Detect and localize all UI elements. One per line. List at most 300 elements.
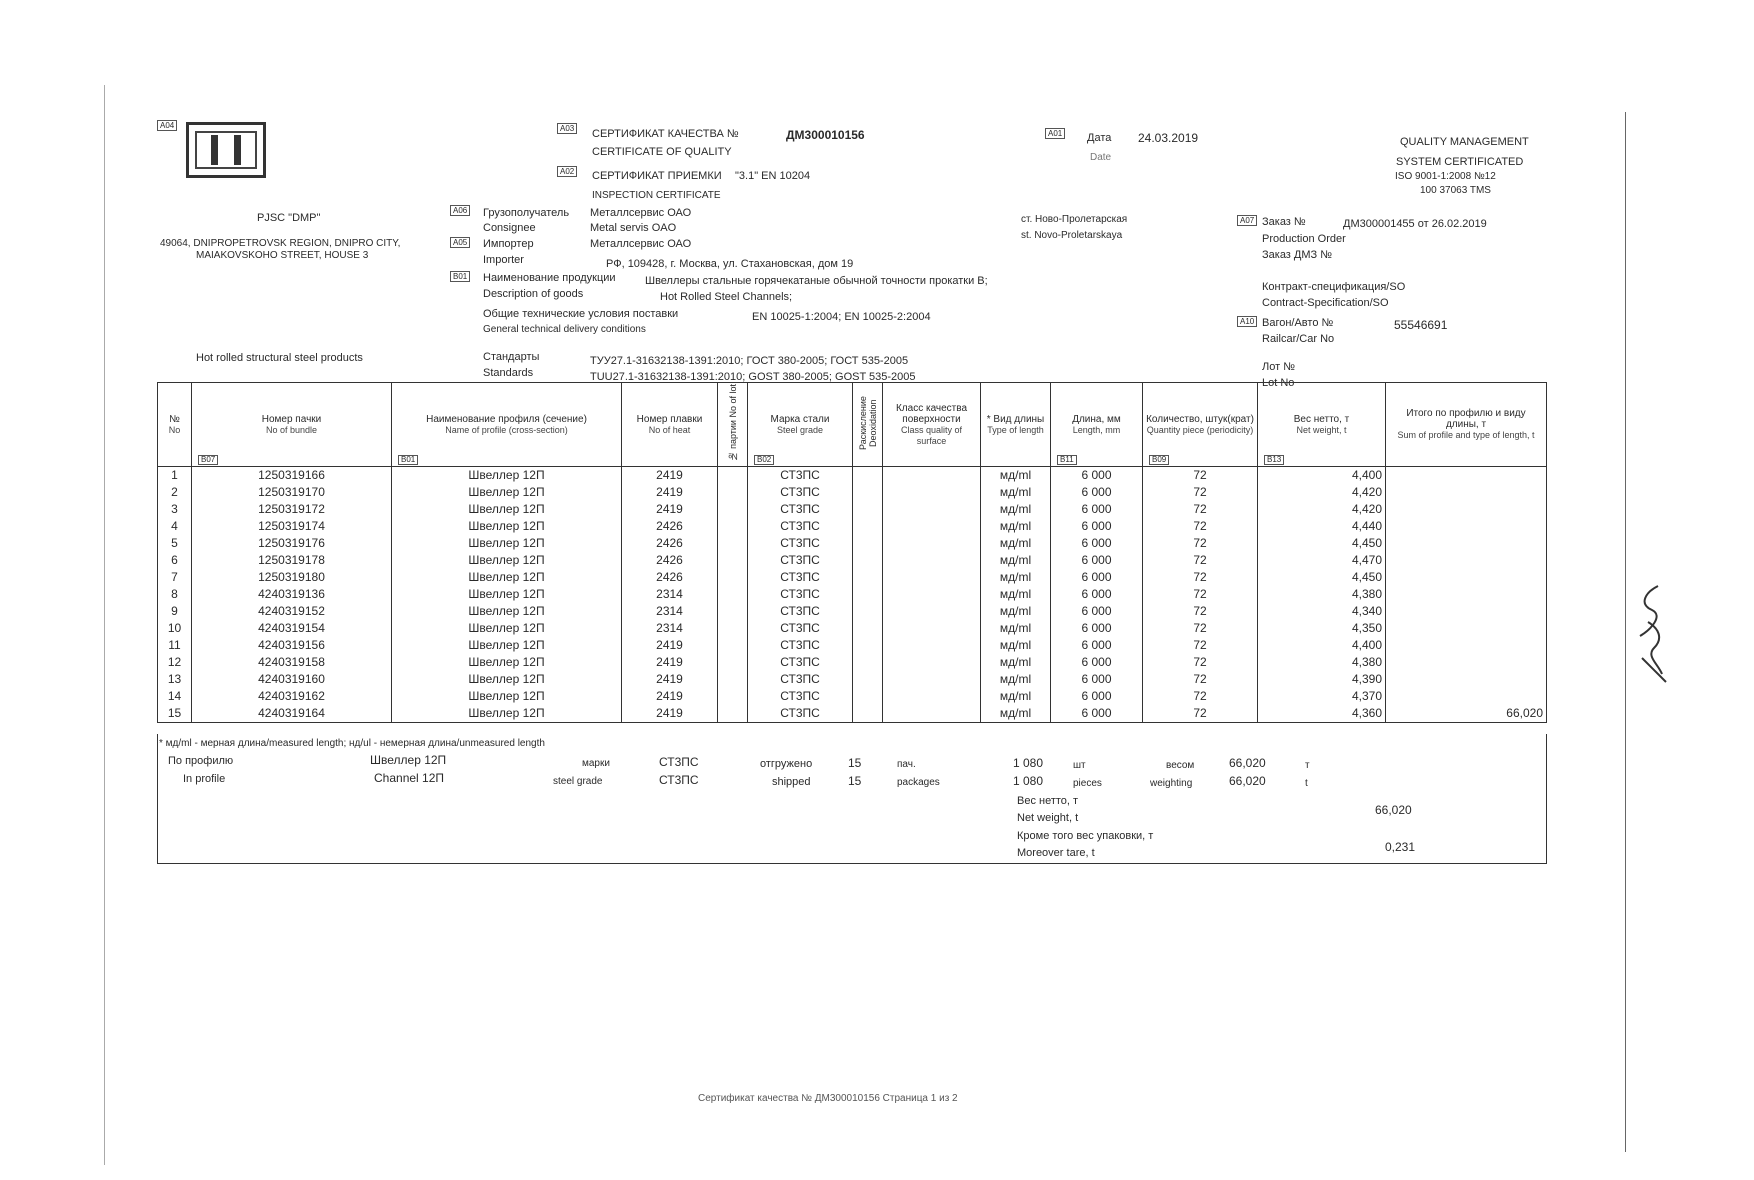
cell-length: 6 000 xyxy=(1051,535,1143,552)
cell-empty xyxy=(718,688,748,705)
cell-profile: Швеллер 12П xyxy=(392,569,622,586)
cell-grade: СТ3ПС xyxy=(748,671,853,688)
cell-empty xyxy=(853,654,883,671)
summary-weight-value-1: 66,020 xyxy=(1229,756,1266,770)
cell-ltype: мд/ml xyxy=(981,586,1051,603)
conditions-label-en: General technical delivery conditions xyxy=(483,324,646,335)
cell-ltype: мд/ml xyxy=(981,671,1051,688)
handwritten-signature xyxy=(1628,578,1678,688)
cell-ltype: мд/ml xyxy=(981,484,1051,501)
importer-value: Металлсервис ОАО xyxy=(590,238,692,250)
col-length-type: * Вид длины Type of length xyxy=(981,383,1051,467)
cell-length: 6 000 xyxy=(1051,467,1143,485)
cell-bundle: 4240319162 xyxy=(192,688,392,705)
cell-heat: 2314 xyxy=(622,586,718,603)
cell-empty xyxy=(1386,552,1547,569)
consignee-value-en: Metal servis OAO xyxy=(590,222,677,234)
goods-table xyxy=(157,382,1547,723)
cert-label-ru: СЕРТИФИКАТ КАЧЕСТВА № xyxy=(592,128,739,140)
cell-no: 8 xyxy=(158,586,192,603)
cell-no: 13 xyxy=(158,671,192,688)
cell-bundle: 4240319152 xyxy=(192,603,392,620)
cell-grade: СТ3ПС xyxy=(748,501,853,518)
cell-empty xyxy=(853,586,883,603)
acceptance-label-en: INSPECTION CERTIFICATE xyxy=(592,190,721,201)
standards-value-ru: ТУУ27.1-31632138-1391:2010; ГОСТ 380-2005; ГОСТ 535-2005 xyxy=(590,355,909,367)
cell-weight: 4,420 xyxy=(1258,501,1386,518)
cell-empty xyxy=(718,620,748,637)
cell-empty xyxy=(853,484,883,501)
cell-profile: Швеллер 12П xyxy=(392,552,622,569)
cell-empty xyxy=(718,654,748,671)
cell-ltype: мд/ml xyxy=(981,705,1051,723)
col-length: Длина, мм Length, mm B11 xyxy=(1051,383,1143,467)
table-row xyxy=(158,654,1547,671)
code-a06: A06 xyxy=(450,205,470,216)
cell-ltype: мд/ml xyxy=(981,603,1051,620)
contract-label-en: Contract-Specification/SO xyxy=(1262,297,1389,309)
cell-length: 6 000 xyxy=(1051,620,1143,637)
cell-ltype: мд/ml xyxy=(981,654,1051,671)
cell-bundle: 1250319174 xyxy=(192,518,392,535)
cell-empty xyxy=(853,535,883,552)
consignee-value-ru: Металлсервис ОАО xyxy=(590,207,692,219)
cell-empty xyxy=(1386,688,1547,705)
cell-heat: 2419 xyxy=(622,467,718,485)
cell-weight: 4,400 xyxy=(1258,637,1386,654)
cell-heat: 2314 xyxy=(622,603,718,620)
cell-empty xyxy=(718,501,748,518)
cell-empty xyxy=(883,671,981,688)
summary-pieces-ru: шт xyxy=(1073,760,1086,771)
cell-empty xyxy=(853,688,883,705)
wagon-value: 55546691 xyxy=(1394,318,1448,332)
cell-qty: 72 xyxy=(1143,705,1258,723)
cell-weight: 4,440 xyxy=(1258,518,1386,535)
cell-qty: 72 xyxy=(1143,535,1258,552)
cell-no: 15 xyxy=(158,705,192,723)
col-weight: Вес нетто, т Net weight, t B13 xyxy=(1258,383,1386,467)
cell-length: 6 000 xyxy=(1051,518,1143,535)
cell-empty xyxy=(718,569,748,586)
summary-grade-en: steel grade xyxy=(553,776,603,787)
code-b01: B01 xyxy=(450,271,470,282)
cell-empty xyxy=(718,535,748,552)
cell-heat: 2314 xyxy=(622,620,718,637)
cell-grade: СТ3ПС xyxy=(748,688,853,705)
cell-grade: СТ3ПС xyxy=(748,586,853,603)
cell-ltype: мд/ml xyxy=(981,552,1051,569)
code-a05: A05 xyxy=(450,237,470,248)
cell-no: 7 xyxy=(158,569,192,586)
qm-line-4: 100 37063 TMS xyxy=(1420,185,1491,196)
company-address-1: 49064, DNIPROPETROVSK REGION, DNIPRO CITY, xyxy=(160,238,401,249)
col-quantity: Количество, штук(крат) Quantity piece (periodicity) B09 xyxy=(1143,383,1258,467)
cell-heat: 2419 xyxy=(622,688,718,705)
cell-empty xyxy=(853,671,883,688)
cell-no: 4 xyxy=(158,518,192,535)
cell-ltype: мд/ml xyxy=(981,518,1051,535)
cell-length: 6 000 xyxy=(1051,552,1143,569)
cell-heat: 2419 xyxy=(622,705,718,723)
cell-grade: СТ3ПС xyxy=(748,535,853,552)
summary-unit-ru: т xyxy=(1305,760,1310,771)
cell-empty xyxy=(883,586,981,603)
cell-weight: 4,340 xyxy=(1258,603,1386,620)
cell-empty xyxy=(1386,535,1547,552)
order-label-en: Production Order xyxy=(1262,233,1346,245)
cell-length: 6 000 xyxy=(1051,688,1143,705)
tare-label-en: Moreover tare, t xyxy=(1017,847,1095,859)
cell-ltype: мд/ml xyxy=(981,569,1051,586)
order-label-ru: Заказ № xyxy=(1262,216,1306,228)
summary-profile-value-en: Channel 12П xyxy=(374,771,445,785)
summary-weight-en: weighting xyxy=(1150,778,1193,789)
cell-empty xyxy=(718,467,748,485)
summary-profile-ru: По профилю xyxy=(168,755,234,767)
cell-empty xyxy=(1386,484,1547,501)
cell-heat: 2426 xyxy=(622,569,718,586)
cell-profile: Швеллер 12П xyxy=(392,620,622,637)
cell-empty xyxy=(883,467,981,485)
table-row xyxy=(158,552,1547,569)
cell-grade: СТ3ПС xyxy=(748,569,853,586)
cert-number: ДМ300010156 xyxy=(786,128,865,142)
cell-no: 2 xyxy=(158,484,192,501)
cell-weight: 4,420 xyxy=(1258,484,1386,501)
order-label-dm: Заказ ДМЗ № xyxy=(1262,249,1333,261)
importer-label-ru: Импортер xyxy=(483,238,534,250)
cell-weight: 4,380 xyxy=(1258,654,1386,671)
summary-grade-ru: марки xyxy=(582,758,610,769)
table-header-row xyxy=(158,383,1547,467)
cell-heat: 2419 xyxy=(622,654,718,671)
cell-empty xyxy=(1386,586,1547,603)
cell-qty: 72 xyxy=(1143,501,1258,518)
table-row xyxy=(158,688,1547,705)
col-profile: Наименование профиля (сечение) Name of profile (cross-section) B01 xyxy=(392,383,622,467)
cell-bundle: 1250319170 xyxy=(192,484,392,501)
table-row xyxy=(158,705,1547,723)
qm-line-2: SYSTEM CERTIFICATED xyxy=(1396,156,1524,168)
consignee-label-en: Consignee xyxy=(483,222,536,234)
cell-no: 14 xyxy=(158,688,192,705)
cell-grade: СТ3ПС xyxy=(748,467,853,485)
cell-length: 6 000 xyxy=(1051,603,1143,620)
consignee-label-ru: Грузополучатель xyxy=(483,207,570,219)
cell-heat: 2419 xyxy=(622,484,718,501)
cell-qty: 72 xyxy=(1143,569,1258,586)
cell-bundle: 4240319136 xyxy=(192,586,392,603)
cell-qty: 72 xyxy=(1143,484,1258,501)
table-row xyxy=(158,569,1547,586)
acceptance-value: "3.1" EN 10204 xyxy=(735,170,811,182)
table-row xyxy=(158,518,1547,535)
wagon-label-ru: Вагон/Авто № xyxy=(1262,317,1334,329)
code-a02: A02 xyxy=(557,166,577,177)
cell-heat: 2419 xyxy=(622,637,718,654)
cell-empty xyxy=(1386,467,1547,485)
cell-empty xyxy=(853,637,883,654)
summary-packages-ru: пач. xyxy=(897,759,916,770)
cell-bundle: 4240319154 xyxy=(192,620,392,637)
cell-empty xyxy=(1386,569,1547,586)
cell-empty xyxy=(883,688,981,705)
cell-bundle: 4240319156 xyxy=(192,637,392,654)
net-weight-label-en: Net weight, t xyxy=(1017,812,1079,824)
product-type: Hot rolled structural steel products xyxy=(196,352,363,364)
cell-grade: СТ3ПС xyxy=(748,705,853,723)
desc-label-en: Description of goods xyxy=(483,288,584,300)
net-weight-value: 66,020 xyxy=(1375,803,1412,817)
cell-empty xyxy=(883,569,981,586)
cell-empty xyxy=(883,518,981,535)
standards-label-ru: Стандарты xyxy=(483,351,540,363)
cell-empty xyxy=(718,671,748,688)
cell-empty xyxy=(853,603,883,620)
cell-length: 6 000 xyxy=(1051,654,1143,671)
table-row xyxy=(158,620,1547,637)
date-value: 24.03.2019 xyxy=(1138,131,1199,145)
company-address-2: MAIAKOVSKOHO STREET, HOUSE 3 xyxy=(196,250,369,261)
cell-empty xyxy=(1386,603,1547,620)
cell-weight: 4,390 xyxy=(1258,671,1386,688)
summary-grade-value-2: СТ3ПС xyxy=(659,773,699,787)
qm-line-1: QUALITY MANAGEMENT xyxy=(1400,136,1529,148)
cell-no: 10 xyxy=(158,620,192,637)
cell-weight: 4,370 xyxy=(1258,688,1386,705)
cell-empty xyxy=(853,569,883,586)
summary-pieces-en: pieces xyxy=(1073,778,1102,789)
cell-grade: СТ3ПС xyxy=(748,603,853,620)
cell-empty xyxy=(883,705,981,723)
cell-no: 3 xyxy=(158,501,192,518)
cell-no: 1 xyxy=(158,467,192,485)
cell-qty: 72 xyxy=(1143,620,1258,637)
cell-empty xyxy=(718,552,748,569)
cell-profile: Швеллер 12П xyxy=(392,603,622,620)
left-margin-line xyxy=(104,85,105,1165)
cell-no: 9 xyxy=(158,603,192,620)
cert-label-en: CERTIFICATE OF QUALITY xyxy=(592,146,732,158)
cell-profile: Швеллер 12П xyxy=(392,484,622,501)
station-ru: ст. Ново-Пролетарская xyxy=(1021,214,1128,225)
cell-no: 12 xyxy=(158,654,192,671)
cell-grade: СТ3ПС xyxy=(748,637,853,654)
table-row xyxy=(158,501,1547,518)
contract-label-ru: Контракт-спецификация/SO xyxy=(1262,281,1406,293)
cell-profile: Швеллер 12П xyxy=(392,671,622,688)
cell-ltype: мд/ml xyxy=(981,688,1051,705)
cell-length: 6 000 xyxy=(1051,569,1143,586)
cell-profile: Швеллер 12П xyxy=(392,586,622,603)
cell-qty: 72 xyxy=(1143,467,1258,485)
table-row xyxy=(158,535,1547,552)
cell-weight: 4,350 xyxy=(1258,620,1386,637)
cell-empty xyxy=(883,620,981,637)
cell-ltype: мд/ml xyxy=(981,467,1051,485)
cell-heat: 2426 xyxy=(622,552,718,569)
cell-bundle: 1250319166 xyxy=(192,467,392,485)
summary-packages-count-1: 15 xyxy=(848,756,862,770)
cell-profile: Швеллер 12П xyxy=(392,535,622,552)
order-value: ДМ300001455 от 26.02.2019 xyxy=(1343,218,1487,230)
cell-bundle: 1250319178 xyxy=(192,552,392,569)
standards-label-en: Standards xyxy=(483,367,534,379)
cell-bundle: 4240319160 xyxy=(192,671,392,688)
cell-qty: 72 xyxy=(1143,637,1258,654)
tare-value: 0,231 xyxy=(1385,840,1416,854)
cell-empty xyxy=(718,637,748,654)
cell-ltype: мд/ml xyxy=(981,501,1051,518)
standards-value-en: TUU27.1-31632138-1391:2010; GOST 380-2005; GOST 535-2005 xyxy=(590,371,916,383)
cell-heat: 2426 xyxy=(622,535,718,552)
cell-empty xyxy=(718,484,748,501)
cell-heat: 2419 xyxy=(622,501,718,518)
date-label-en: Date xyxy=(1090,152,1112,163)
cell-profile-total: 66,020 xyxy=(1386,705,1547,723)
summary-block xyxy=(157,734,1547,864)
cell-qty: 72 xyxy=(1143,518,1258,535)
cell-empty xyxy=(1386,637,1547,654)
table-row xyxy=(158,586,1547,603)
summary-profile-en: In profile xyxy=(183,773,226,785)
cell-ltype: мд/ml xyxy=(981,637,1051,654)
cell-profile: Швеллер 12П xyxy=(392,467,622,485)
cell-profile: Швеллер 12П xyxy=(392,637,622,654)
cell-empty xyxy=(1386,518,1547,535)
code-a01: A01 xyxy=(1045,128,1065,139)
cell-length: 6 000 xyxy=(1051,501,1143,518)
cell-profile: Швеллер 12П xyxy=(392,501,622,518)
cell-ltype: мд/ml xyxy=(981,620,1051,637)
table-row xyxy=(158,467,1547,485)
cell-heat: 2419 xyxy=(622,671,718,688)
code-a10: A10 xyxy=(1237,316,1257,327)
summary-shipped-en: shipped xyxy=(772,776,811,788)
summary-weight-value-2: 66,020 xyxy=(1229,774,1266,788)
col-bundle: Номер пачки No of bundle B07 xyxy=(192,383,392,467)
desc-label-ru: Наименование продукции xyxy=(483,272,616,284)
acceptance-label-ru: СЕРТИФИКАТ ПРИЕМКИ xyxy=(592,170,722,182)
length-footnote: * мд/ml - мерная длина/measured length; нд/ul - немерная длина/unmeasured length xyxy=(159,738,545,749)
cell-grade: СТ3ПС xyxy=(748,484,853,501)
cell-weight: 4,450 xyxy=(1258,569,1386,586)
cell-empty xyxy=(883,484,981,501)
table-row xyxy=(158,603,1547,620)
cell-empty xyxy=(853,501,883,518)
col-grade: Марка стали Steel grade B02 xyxy=(748,383,853,467)
cell-grade: СТ3ПС xyxy=(748,654,853,671)
cell-weight: 4,450 xyxy=(1258,535,1386,552)
cell-heat: 2426 xyxy=(622,518,718,535)
cell-empty xyxy=(718,586,748,603)
cell-bundle: 1250319180 xyxy=(192,569,392,586)
date-label-ru: Дата xyxy=(1087,132,1112,144)
cell-qty: 72 xyxy=(1143,586,1258,603)
cell-empty xyxy=(718,603,748,620)
summary-shipped-ru: отгружено xyxy=(760,758,813,770)
code-a03: A03 xyxy=(557,123,577,134)
cell-bundle: 1250319176 xyxy=(192,535,392,552)
company-name: PJSC "DMP" xyxy=(257,212,321,224)
cell-length: 6 000 xyxy=(1051,484,1143,501)
col-total: Итого по профилю и виду длины, т Sum of profile and type of length, t xyxy=(1386,383,1547,467)
col-no: № No xyxy=(158,383,192,467)
cell-empty xyxy=(883,535,981,552)
cell-profile: Швеллер 12П xyxy=(392,705,622,723)
cell-empty xyxy=(1386,501,1547,518)
cell-empty xyxy=(853,552,883,569)
code-a07: A07 xyxy=(1237,215,1257,226)
cell-length: 6 000 xyxy=(1051,637,1143,654)
tare-label-ru: Кроме того вес упаковки, т xyxy=(1017,830,1154,842)
station-en: st. Novo-Proletarskaya xyxy=(1021,230,1123,241)
company-logo xyxy=(186,122,266,178)
cell-bundle: 4240319158 xyxy=(192,654,392,671)
summary-packages-count-2: 15 xyxy=(848,774,862,788)
summary-pieces-count-1: 1 080 xyxy=(1013,756,1044,770)
code-a04: A04 xyxy=(157,120,177,131)
cell-empty xyxy=(853,518,883,535)
desc-value-ru: Швеллеры стальные горячекатаные обычной точности прокатки В; xyxy=(645,275,988,287)
desc-value-en: Hot Rolled Steel Channels; xyxy=(660,291,793,303)
cell-length: 6 000 xyxy=(1051,586,1143,603)
cell-no: 11 xyxy=(158,637,192,654)
summary-packages-en: packages xyxy=(897,777,940,788)
cell-ltype: мд/ml xyxy=(981,535,1051,552)
lot-label-ru: Лот № xyxy=(1262,361,1295,373)
cell-grade: СТ3ПС xyxy=(748,620,853,637)
summary-grade-value-1: СТ3ПС xyxy=(659,755,699,769)
summary-pieces-count-2: 1 080 xyxy=(1013,774,1044,788)
cell-empty xyxy=(853,620,883,637)
cell-length: 6 000 xyxy=(1051,671,1143,688)
cell-empty xyxy=(853,705,883,723)
summary-profile-value-ru: Швеллер 12П xyxy=(370,753,447,767)
cell-profile: Швеллер 12П xyxy=(392,654,622,671)
summary-unit-en: t xyxy=(1305,778,1308,789)
col-lot: № партии No of lot xyxy=(718,383,748,467)
table-row xyxy=(158,484,1547,501)
cell-empty xyxy=(883,501,981,518)
cell-qty: 72 xyxy=(1143,688,1258,705)
right-margin-line xyxy=(1625,112,1626,1152)
cell-empty xyxy=(1386,620,1547,637)
cell-empty xyxy=(883,603,981,620)
cell-qty: 72 xyxy=(1143,671,1258,688)
lot-label-en: Lot No xyxy=(1262,377,1295,389)
importer-label-en: Importer xyxy=(483,254,524,266)
cell-empty xyxy=(718,705,748,723)
qm-line-3: ISO 9001-1:2008 №12 xyxy=(1395,171,1496,182)
cell-no: 5 xyxy=(158,535,192,552)
cell-empty xyxy=(1386,654,1547,671)
cell-profile: Швеллер 12П xyxy=(392,518,622,535)
cell-weight: 4,400 xyxy=(1258,467,1386,485)
col-surface: Класс качества поверхности Class quality of surface xyxy=(883,383,981,467)
cell-weight: 4,360 xyxy=(1258,705,1386,723)
cell-empty xyxy=(883,654,981,671)
cell-empty xyxy=(853,467,883,485)
table-row xyxy=(158,637,1547,654)
cell-empty xyxy=(883,552,981,569)
cell-qty: 72 xyxy=(1143,552,1258,569)
cell-bundle: 1250319172 xyxy=(192,501,392,518)
cell-weight: 4,380 xyxy=(1258,586,1386,603)
cell-length: 6 000 xyxy=(1051,705,1143,723)
importer-address: РФ, 109428, г. Москва, ул. Стахановская, дом 19 xyxy=(606,258,854,270)
